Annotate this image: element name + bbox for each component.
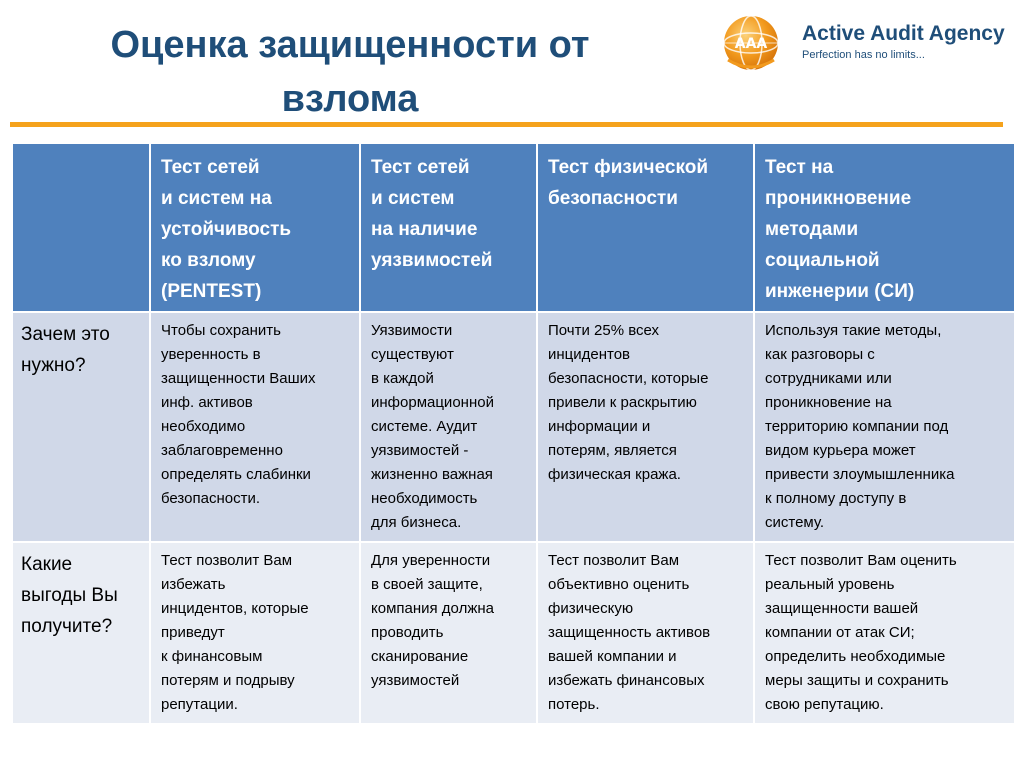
row-label-why: Зачем это нужно?	[12, 312, 150, 542]
cell-why-physical: Почти 25% всех инцидентов безопасности, которые привели к раскрытию информации и потерям, является физическая кража.	[537, 312, 754, 542]
table-header-row	[12, 143, 1015, 312]
cell-benefit-vulnerability: Для уверенности в своей защите, компания должна проводить сканирование уязвимостей	[360, 542, 537, 724]
slide-title-line2: взлома	[281, 78, 419, 120]
slide-title	[60, 18, 640, 126]
cell-why-pentest: Чтобы сохранить уверенность в защищенности Ваших инф. активов необходимо заблаговременно определять слабинки безопасности.	[150, 312, 360, 542]
comparison-table	[11, 142, 1016, 725]
header-vulnerability-test: Тест сетей и систем на наличие уязвимостей	[360, 143, 537, 312]
cell-benefit-pentest: Тест позволит Вам избежать инцидентов, которые приведут к финансовым потерям и подрыву репутации.	[150, 542, 360, 724]
logo-badge-text: AAA	[734, 36, 768, 52]
header-pentest: Тест сетей и систем на устойчивость ко взлому (PENTEST)	[150, 143, 360, 312]
slide-title-line1: Оценка защищенности от	[110, 24, 590, 66]
cell-why-vulnerability: Уязвимости существуют в каждой информационной системе. Аудит уязвимостей - жизненно важная необходимость для бизнеса.	[360, 312, 537, 542]
header-physical-security: Тест физической безопасности	[537, 143, 754, 312]
header-corner-cell	[12, 143, 150, 312]
globe-logo-icon	[722, 14, 780, 72]
company-logo	[722, 14, 1012, 78]
row-label-benefits: Какие выгоды Вы получите?	[12, 542, 150, 724]
cell-why-social: Используя такие методы, как разговоры с сотрудниками или проникновение на территорию компании под видом курьера может привести злоумышленника к полному доступу в систему.	[754, 312, 1015, 542]
cell-benefit-physical: Тест позволит Вам объективно оценить физическую защищенность активов вашей компании и избежать финансовых потерь.	[537, 542, 754, 724]
table-row	[12, 312, 1015, 542]
header-social-engineering: Тест на проникновение методами социальной инженерии (СИ)	[754, 143, 1015, 312]
brand-slogan: Perfection has no limits...	[802, 49, 925, 61]
title-divider	[10, 122, 1003, 127]
table-row	[12, 542, 1015, 724]
cell-benefit-social: Тест позволит Вам оценить реальный уровень защищенности вашей компании от атак СИ; определить необходимые меры защиты и сохранить свою репутацию.	[754, 542, 1015, 724]
brand-name: Active Audit Agency	[802, 22, 1005, 45]
